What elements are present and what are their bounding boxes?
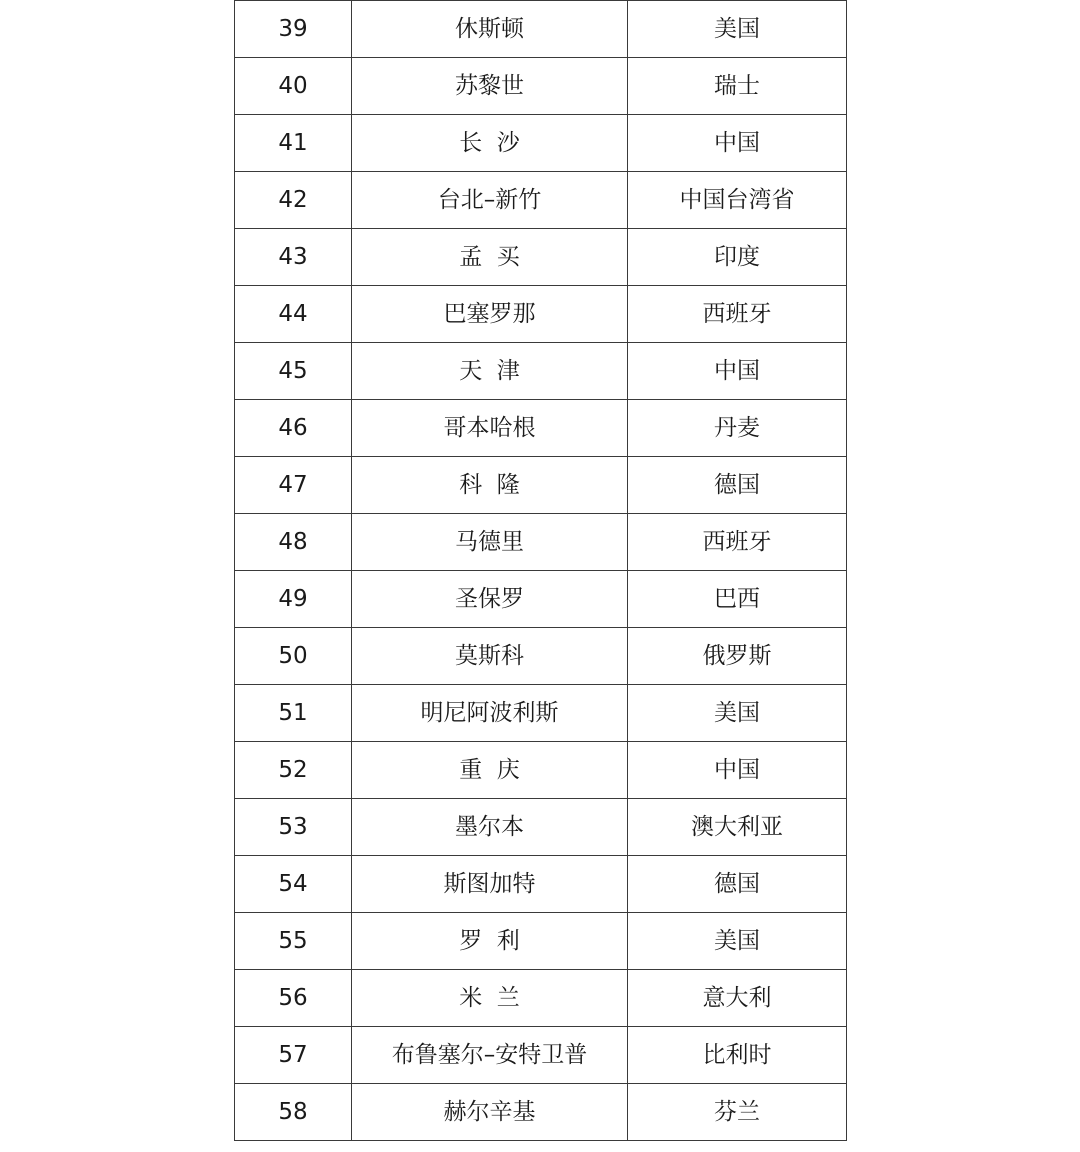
rank-cell: 46: [235, 400, 352, 457]
table-row: [235, 172, 847, 229]
country-cell: 比利时: [628, 1027, 847, 1084]
country-cell: 瑞士: [628, 58, 847, 115]
rank-cell: 54: [235, 856, 352, 913]
city-cell: 哥本哈根: [352, 400, 628, 457]
country-cell: 德国: [628, 856, 847, 913]
rank-cell: 41: [235, 115, 352, 172]
city-cell: 巴塞罗那: [352, 286, 628, 343]
table-row: [235, 343, 847, 400]
table-row: [235, 571, 847, 628]
rank-cell: 47: [235, 457, 352, 514]
country-cell: 印度: [628, 229, 847, 286]
rank-cell: 40: [235, 58, 352, 115]
country-cell: 美国: [628, 685, 847, 742]
city-cell: 布鲁塞尔–安特卫普: [352, 1027, 628, 1084]
table-row: [235, 1084, 847, 1141]
city-cell: 台北–新竹: [352, 172, 628, 229]
table-row: [235, 970, 847, 1027]
country-cell: 中国: [628, 343, 847, 400]
table-row: [235, 913, 847, 970]
rank-cell: 39: [235, 1, 352, 58]
country-cell: 巴西: [628, 571, 847, 628]
table-row: [235, 799, 847, 856]
table-row: [235, 1027, 847, 1084]
city-cell: 莫斯科: [352, 628, 628, 685]
city-cell: 墨尔本: [352, 799, 628, 856]
table-row: [235, 115, 847, 172]
city-cell: 罗 利: [352, 913, 628, 970]
city-cell: 苏黎世: [352, 58, 628, 115]
country-cell: 美国: [628, 913, 847, 970]
rank-cell: 49: [235, 571, 352, 628]
rank-cell: 51: [235, 685, 352, 742]
city-cell: 圣保罗: [352, 571, 628, 628]
city-cell: 米 兰: [352, 970, 628, 1027]
city-cell: 长 沙: [352, 115, 628, 172]
rank-cell: 52: [235, 742, 352, 799]
rank-cell: 55: [235, 913, 352, 970]
city-cell: 孟 买: [352, 229, 628, 286]
city-cell: 赫尔辛基: [352, 1084, 628, 1141]
table-row: [235, 856, 847, 913]
table-row: [235, 742, 847, 799]
rank-cell: 58: [235, 1084, 352, 1141]
rank-cell: 42: [235, 172, 352, 229]
city-cell: 斯图加特: [352, 856, 628, 913]
country-cell: 中国: [628, 742, 847, 799]
city-cell: 明尼阿波利斯: [352, 685, 628, 742]
city-cell: 休斯顿: [352, 1, 628, 58]
table-row: [235, 400, 847, 457]
city-cell: 科 隆: [352, 457, 628, 514]
table-row: [235, 1, 847, 58]
country-cell: 西班牙: [628, 514, 847, 571]
table-row: [235, 286, 847, 343]
table-row: [235, 685, 847, 742]
city-cell: 重 庆: [352, 742, 628, 799]
rank-cell: 45: [235, 343, 352, 400]
country-cell: 西班牙: [628, 286, 847, 343]
city-cell: 马德里: [352, 514, 628, 571]
table-row: [235, 514, 847, 571]
country-cell: 中国: [628, 115, 847, 172]
country-cell: 德国: [628, 457, 847, 514]
country-cell: 意大利: [628, 970, 847, 1027]
table-body: [235, 1, 847, 1141]
table-row: [235, 229, 847, 286]
city-cell: 天 津: [352, 343, 628, 400]
rank-cell: 56: [235, 970, 352, 1027]
country-cell: 中国台湾省: [628, 172, 847, 229]
rank-cell: 44: [235, 286, 352, 343]
rank-cell: 53: [235, 799, 352, 856]
country-cell: 丹麦: [628, 400, 847, 457]
rank-cell: 48: [235, 514, 352, 571]
table-row: [235, 457, 847, 514]
rank-cell: 43: [235, 229, 352, 286]
country-cell: 俄罗斯: [628, 628, 847, 685]
country-cell: 澳大利亚: [628, 799, 847, 856]
country-cell: 芬兰: [628, 1084, 847, 1141]
country-cell: 美国: [628, 1, 847, 58]
rank-cell: 57: [235, 1027, 352, 1084]
table-row: [235, 628, 847, 685]
ranking-table: [234, 0, 847, 1141]
rank-cell: 50: [235, 628, 352, 685]
table-row: [235, 58, 847, 115]
